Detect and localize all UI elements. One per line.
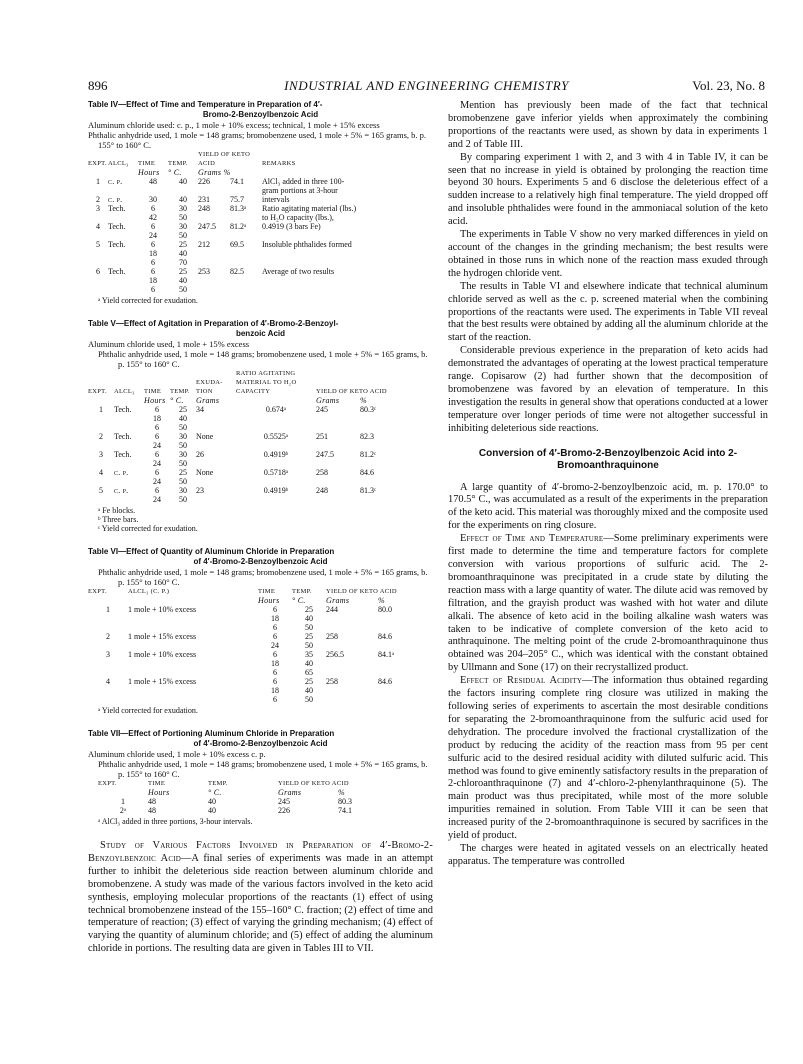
table-row: 24 50: [153, 477, 187, 486]
table-row: 1 1 mole + 10% excess 6 25 244 80.0: [106, 605, 392, 614]
table-row: 24 50: [153, 495, 187, 504]
column-header: ALCL₃: [114, 388, 135, 395]
body-paragraph: Mention has previously been made of the fact that technical bromobenzene gave inferior yields when approximately the combining proportions of the reactants were used, as shown by data in experiments 1 and 2 of Table III.: [448, 100, 768, 150]
body-paragraph: Considerable previous experience in the preparation of keto acids had demonstrated the advantages of operating at the lowest practical temperature range. Copisarow (2) had further shown that the decomposition of bromobenzene was favored by an elevation of temperature. In this investigation the results in general show that operations conducted at a lower temperature over longer periods of time were not altogether successful in inhibiting deleterious side reactions.: [448, 345, 768, 434]
table-row: 4 Tech. 6 30 247.5 81.2ᵃ 0.4919 (3 bars Fe): [96, 222, 321, 231]
paragraph-lead: Effect of Residual Acidity: [460, 675, 583, 687]
table-row: 6 65: [273, 668, 313, 677]
table-row: 24 50: [153, 459, 187, 468]
body-paragraph: A large quantity of 4′-bromo-2-benzoylbenzoic acid, m. p. 170.0° to 170.5° C., was accumulated as a result of the experiments in the preparation of the keto acid. This material was thoroughly mixed and the composite used for the experiments on ring closure.: [448, 481, 768, 532]
table-vi: [88, 547, 433, 715]
body-paragraph: Effect of Residual Acidity—The information thus obtained regarding the factors insuring complete ring closure was utilized in making the following series of experiments to ascertain the most desirable conditions for separating the 2-bromoanthraquinone from the sulfuric acid used for dehydration. The procedure involved the fractional crystallization of the product by reducing the acidity of the reaction mass from 95 per cent sulfuric acid to the desired residual acidity with diluted sulfuric acid. This method was found to give eminently satisfactory results in the preparation of 2-chloroanthraquinone (7) and 4′-chloro-2-phenylanthraquinone (5). The main product was thus precipitated, while most of the more soluble impurities remained in solution. From Table VIII it can be seen that increased purity of the 2-bromoanthraquinone is secured by sacrifices in the yield of product.: [448, 675, 768, 842]
paragraph-lead: Study of Various Factors Involved in Preparation of 4′-Bromo-2-Benzoylbenzoic Acid: [88, 840, 433, 864]
table-row: 42 50 to H₂O capacity (lbs.),: [149, 213, 334, 222]
table-row: 2 c. p. 30 40 231 75.7 intervals: [96, 195, 290, 204]
unit-label: ° C.: [168, 168, 182, 177]
running-header: [88, 78, 765, 94]
table-row: 6 70: [151, 258, 187, 267]
column-header: EXPT.: [88, 588, 107, 595]
table-row: 4 c. p. 6 25 None 0.5718ᵃ 258 84.6: [99, 468, 374, 477]
table-row: gram portions at 3-hour: [262, 186, 338, 195]
unit-label: %: [378, 596, 385, 605]
body-paragraph: The experiments in Table V show no very marked differences in yield on account of the changes in the grinding mechanism; the best results were obtained in those runs in which none of the reaction mass exuded through the hydrogen chloride vent.: [448, 229, 768, 279]
table-v-grid: [88, 369, 433, 504]
body-paragraph: The charges were heated in agitated vessels on an electrically heated apparatus. The temperature was controlled: [448, 842, 768, 867]
table-header-row: [88, 369, 433, 396]
table-footnote: ᵃ AlCl₃ added in three portions, 3-hour intervals.: [98, 817, 253, 826]
table-row: 6 50: [151, 285, 187, 294]
column-header: REMARKS: [262, 160, 296, 167]
column-header: YIELD OF KETO ACID: [316, 388, 387, 395]
column-header: ALCL₃: [108, 160, 129, 167]
table-iv-note: Phthalic anhydride used, 1 mole = 148 grams; bromobenzene used, 1 mole + 5% = 165 grams, b. p. 155° to 160° C.: [88, 130, 427, 150]
body-paragraph: By comparing experiment 1 with 2, and 3 with 4 in Table IV, it can be seen that no increase in yield is obtained by prolonging the reaction time beyond 30 hours. Experiments 5 and 6 disclose the deleterious effect of a sudden increase to a relatively high final temperature. The yield dropped off and insoluble phthalides were found in the ammoniacal solution of the keto acid.: [448, 151, 768, 228]
table-units-row: [98, 788, 398, 797]
column-header: EXPT.: [88, 160, 107, 167]
table-row: 18 40: [149, 249, 187, 258]
column-header: EXUDA-TION: [196, 379, 223, 395]
column-header: RATIO AGITATING MATERIAL TO H₂O CAPACITY: [236, 370, 297, 395]
right-column: [448, 100, 768, 869]
table-row: 24 50: [153, 441, 187, 450]
table-iv-title: Table IV—Effect of Time and Temperature in Preparation of 4′- Bromo-2-Benzoylbenzoic Acid: [88, 100, 323, 119]
column-header: EXPT.: [88, 388, 107, 395]
column-header: YIELD OF KETO ACID: [326, 588, 397, 595]
table-row: 5 Tech. 6 25 212 69.5 Insoluble phthalides formed: [96, 240, 352, 249]
column-header: TEMP.: [168, 160, 188, 167]
unit-label: ° C.: [208, 788, 222, 797]
column-header: TIME: [144, 388, 162, 395]
table-header-row: [98, 779, 398, 788]
table-vii-note: Phthalic anhydride used, 1 mole = 148 grams; bromobenzene used, 1 mole + 5% = 165 grams, b. p. 155° to 160° C.: [98, 759, 428, 779]
table-row: 1 48 40 245 80.3: [121, 797, 352, 806]
unit-label: ° C.: [292, 596, 306, 605]
table-row: 18 40: [149, 276, 187, 285]
column-header: TIME: [148, 780, 166, 787]
unit-label: Grams: [326, 596, 350, 605]
column-header: ALCL₃ (C. P.): [128, 588, 170, 595]
table-footnote: ᵃ Fe blocks.: [98, 506, 136, 515]
paragraph-lead: Effect of Time and Temperature: [460, 533, 604, 545]
table-header-row: [88, 150, 433, 168]
column-header: YIELD OF KETO ACID: [198, 151, 251, 167]
column-header: TIME: [258, 588, 276, 595]
unit-label: Grams %: [198, 168, 231, 177]
table-row: 6 50: [155, 423, 187, 432]
table-v-title: Table V—Effect of Agitation in Preparation of 4′-Bromo-2-Benzoyl- benzoic Acid: [88, 319, 339, 338]
table-row: 4 1 mole + 15% excess 6 25 258 84.6: [106, 677, 392, 686]
table-footnote: ᵃ Yield corrected for exudation.: [98, 296, 198, 305]
column-header: TEMP.: [292, 588, 312, 595]
table-iv-note: Aluminum chloride used: c. p., 1 mole + 10% excess; technical, 1 mole + 15% excess: [88, 120, 380, 130]
table-row: 24 50: [271, 641, 313, 650]
table-vii-note: Aluminum chloride used, 1 mole + 10% excess c. p.: [88, 749, 266, 759]
page-number: 896: [88, 78, 108, 93]
left-column: [88, 100, 433, 956]
body-paragraph: The results in Table VI and elsewhere indicate that technical aluminum chloride served as well as the c. p. screened material when the combining proportions of the reactants were used. The experiments in Table VII reveal that the best results were obtained by adding all the aluminum chloride at the start of the reaction.: [448, 280, 768, 344]
column-header: TEMP.: [170, 388, 190, 395]
section-heading: Conversion of 4′-Bromo-2-Benzoylbenzoic Acid into 2-Bromoanthraquinone: [478, 447, 738, 471]
column-header: TIME: [138, 160, 156, 167]
table-units-row: [88, 396, 433, 405]
journal-title: INDUSTRIAL AND ENGINEERING CHEMISTRY: [284, 78, 569, 93]
table-row: 18 40: [271, 659, 313, 668]
table-units-row: [88, 596, 433, 605]
table-row: 18 40: [153, 414, 187, 423]
table-vii: [88, 729, 433, 826]
body-paragraph: Study of Various Factors Involved in Preparation of 4′-Bromo-2-Benzoylbenzoic Acid—A final series of experiments was made in an attempt further to inhibit the deleterious side reaction between aluminum chloride and bromobenzene. A study was made of the various factors involved in the keto acid synthesis, employing molecular proportions of the reactants (1) effect of using technical bromobenzene instead of the 155–160° C. fraction; (2) effect of time and temperature of reaction; (3) effect of varying the grinding mechanism; (4) effect of varying the quantity of aluminum chloride; and (5) effect of adding the aluminum chloride in portions. The resulting data are given in Tables III to VII.: [88, 840, 434, 955]
table-row: 6 Tech. 6 25 253 82.5 Average of two results: [96, 267, 335, 276]
body-paragraph: Effect of Time and Temperature—Some preliminary experiments were first made to determine the time and temperature factors for complete conversion with various proportions of sulfuric acid. The 2-bromoanthraquinone was precipitated in a crude state by diluting the reaction mass with a large quantity of water. The dilute acid was removed by filtration, and the grayish product was washed with hot water and dilute alkali. The absence of keto acid in the boiling alkaline wash waters was taken to be indicative of complete conversion of the keto acid to anthraquinone. The melting point of the crude 2-bromoanthraquinone thus obtained was 204–205° C., which was identical with the constant obtained by Ullmann and Sone (17) on their recrystallized product.: [448, 533, 768, 674]
table-v-note: Phthalic anhydride used, 1 mole = 148 grams; bromobenzene used, 1 mole + 5% = 165 grams, b. p. 155° to 160° C.: [98, 349, 428, 369]
table-header-row: [88, 587, 433, 596]
table-row: 3 Tech. 6 30 26 0.4919ᵇ 247.5 81.2ᶜ: [99, 450, 377, 459]
unit-label: Hours: [148, 788, 170, 797]
table-iv: [88, 100, 433, 305]
unit-label: ° C.: [170, 396, 184, 405]
table-vi-note: Phthalic anhydride used, 1 mole = 148 grams; bromobenzene used, 1 mole + 5% = 165 grams, b. p. 155° to 160° C.: [98, 567, 428, 587]
table-v-note: Aluminum chloride used, 1 mole + 15% excess: [88, 339, 250, 349]
unit-label: Grams: [278, 788, 302, 797]
unit-label: Hours: [258, 596, 280, 605]
table-row: 3 1 mole + 10% excess 6 35 256.5 84.1ᵃ: [106, 650, 395, 659]
table-row: 6 50: [273, 695, 313, 704]
table-v: [88, 319, 433, 533]
table-row: 1 c. p. 48 40 226 74.1 AlCl₃ added in three 100-: [96, 177, 345, 186]
table-vi-title: Table VI—Effect of Quantity of Aluminum Chloride in Preparation of 4′-Bromo-2-Benzoylbenzoic Acid: [88, 547, 335, 566]
table-vi-grid: [88, 587, 433, 704]
table-units-row: [88, 168, 433, 177]
unit-label: Hours: [138, 168, 160, 177]
unit-label: %: [338, 788, 345, 797]
column-header: TEMP.: [208, 780, 228, 787]
table-vii-grid: [98, 779, 398, 815]
table-row: 1 Tech. 6 25 34 0.674ᵃ 245 80.3ᶜ: [99, 405, 377, 414]
table-row: 18 40: [271, 686, 313, 695]
table-footnote: ᵇ Three bars.: [98, 515, 139, 524]
volume-issue: Vol. 23, No. 8: [692, 78, 765, 93]
table-row: 2 Tech. 6 30 None 0.5525ᵃ 251 82.3: [99, 432, 374, 441]
table-iv-grid: [88, 150, 433, 294]
unit-label: Grams: [196, 396, 220, 405]
column-header: EXPT.: [98, 780, 117, 787]
unit-label: %: [360, 396, 367, 405]
table-row: 2 1 mole + 15% excess 6 25 258 84.6: [106, 632, 392, 641]
table-row: 18 40: [271, 614, 313, 623]
table-row: 3 Tech. 6 30 248 81.3ᵃ Ratio agitating material (lbs.): [96, 204, 357, 213]
table-footnote: ᶜ Yield corrected for exudation.: [98, 524, 198, 533]
table-row: 2ᵃ 48 40 226 74.1: [119, 806, 352, 815]
table-row: 5 c. p. 6 30 23 0.4919ᵇ 248 81.3ᶜ: [99, 486, 377, 495]
unit-label: Hours: [144, 396, 166, 405]
table-row: 24 50: [149, 231, 187, 240]
table-footnote: ᵃ Yield corrected for exudation.: [98, 706, 198, 715]
unit-label: Grams: [316, 396, 340, 405]
table-row: 6 50: [273, 623, 313, 632]
column-header: YIELD OF KETO ACID: [278, 780, 349, 787]
table-vii-title: Table VII—Effect of Portioning Aluminum Chloride in Preparation of 4′-Bromo-2-Benzoylbenzoic Acid: [88, 729, 335, 748]
